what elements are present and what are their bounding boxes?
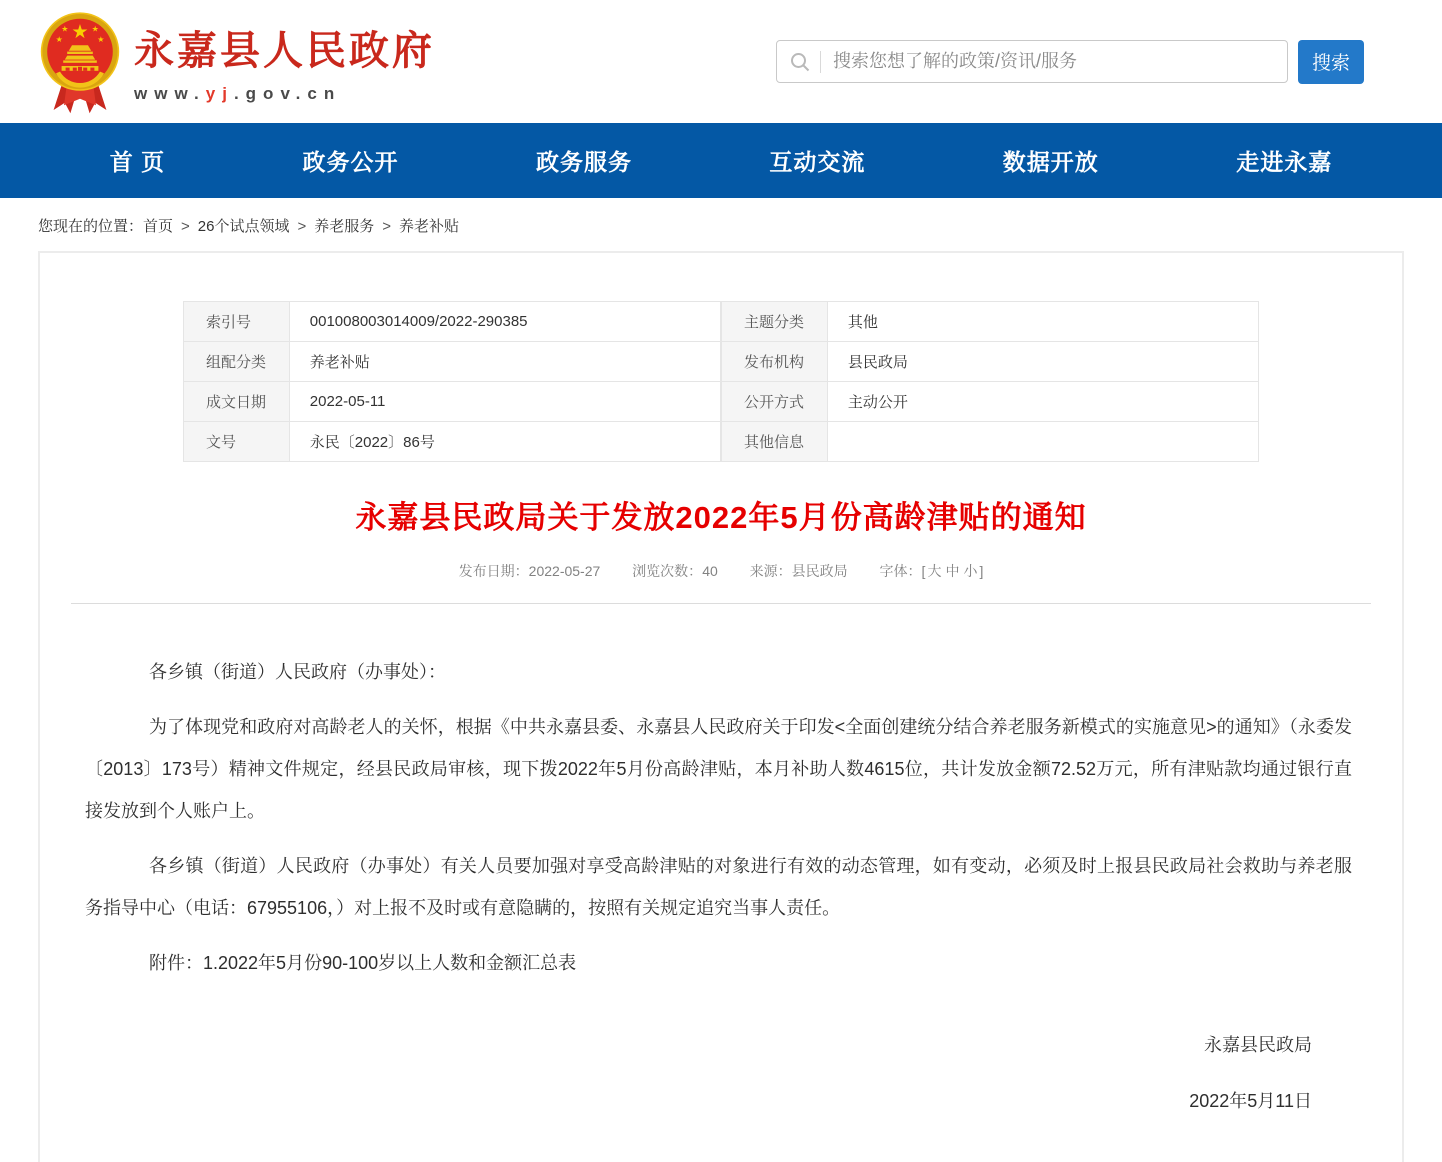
svg-text:★: ★ <box>61 24 69 34</box>
article-title: 永嘉县民政局关于发放2022年5月份高龄津贴的通知 <box>355 500 1087 535</box>
meta-value: 主动公开 <box>827 382 1258 422</box>
content-panel <box>38 251 1404 1162</box>
meta-label: 发布机构 <box>722 342 828 382</box>
meta-row <box>722 342 1259 382</box>
nav-item-about-yongjia[interactable]: 走进永嘉 <box>1236 149 1333 175</box>
meta-value: 养老补贴 <box>289 342 720 382</box>
font-size-group <box>880 563 984 579</box>
document-date: 2022年5月11日 <box>1189 1091 1312 1111</box>
meta-label: 索引号 <box>184 302 290 342</box>
nav-item-home[interactable]: 首 页 <box>109 149 166 175</box>
attachment-label: 附件： <box>149 953 203 973</box>
publish-date-label: 发布日期： <box>458 563 529 579</box>
site-url-highlight: yj <box>205 84 234 103</box>
article-source-label: 来源： <box>749 563 792 579</box>
article-body <box>40 604 1402 1122</box>
breadcrumb-item[interactable]: 首页 <box>143 218 174 235</box>
font-bracket-close: ] <box>979 563 984 579</box>
attachment-line <box>85 942 1352 984</box>
nav-item-gov-services[interactable]: 政务服务 <box>535 149 632 175</box>
article-paragraph: 各乡镇（街道）人民政府（办事处）： <box>149 662 446 682</box>
nav-item-gov-affairs-public[interactable]: 政务公开 <box>302 149 399 175</box>
document-meta-tables <box>183 301 1259 462</box>
breadcrumb-item[interactable]: 养老补贴 <box>399 218 460 235</box>
article-paragraph: 各乡镇（街道）人民政府（办事处）有关人员要加强对享受高龄津贴的对象进行有效的动态管理，如有变动，必须及时上报县民政局社会救助与养老服务指导中心（电话：67955106，）对上报不及时或有意隐瞒的，按照有关规定追究当事人责任。 <box>85 856 1352 918</box>
site-url-suffix: .gov.cn <box>233 84 342 103</box>
font-size-label: 字体： <box>879 563 922 579</box>
meta-table-left <box>183 301 721 462</box>
svg-text:★: ★ <box>97 34 105 44</box>
logo-text <box>134 19 435 104</box>
meta-row <box>184 302 721 342</box>
meta-label: 组配分类 <box>184 342 290 382</box>
search-input[interactable] <box>833 51 1287 72</box>
svg-text:★: ★ <box>55 34 63 44</box>
search-button[interactable]: 搜索 <box>1298 40 1364 84</box>
svg-text:★: ★ <box>71 21 89 43</box>
view-count-value: 40 <box>702 563 718 579</box>
search-icon <box>790 52 810 72</box>
breadcrumb-separator: > <box>297 218 307 235</box>
site-title: 永嘉县人民政府 <box>134 28 435 73</box>
svg-text:★: ★ <box>91 24 99 34</box>
main-nav-bar <box>0 123 1442 198</box>
view-count-label: 浏览次数： <box>632 563 703 579</box>
article-paragraph: 为了体现党和政府对高龄老人的关怀，根据《中共永嘉县委、永嘉县人民政府关于印发<全面创建统分结合养老服务新模式的实施意见>的通知》（永委发〔2013〕173号）精神文件规定，经县民政局审核，现下拨2022年5月份高龄津贴，本月补助人数4615位，共计发放金额72.52万元，所有津贴款均通过银行直接发放到个人账户上。 <box>85 717 1352 821</box>
article-source-value: 县民政局 <box>791 563 848 579</box>
breadcrumb-links <box>143 218 459 235</box>
search-separator <box>820 51 821 73</box>
meta-label: 其他信息 <box>722 422 828 462</box>
meta-row <box>184 382 721 422</box>
nav-item-interaction[interactable]: 互动交流 <box>769 149 866 175</box>
font-bracket-open: [ <box>921 563 926 579</box>
search-box <box>776 40 1288 83</box>
publish-date <box>459 563 601 579</box>
breadcrumb-item[interactable]: 养老服务 <box>314 218 375 235</box>
font-size-small[interactable]: 小 <box>963 563 978 579</box>
main-nav <box>41 123 1401 198</box>
view-count <box>632 563 718 579</box>
meta-table-right <box>721 301 1259 462</box>
nav-item-open-data[interactable]: 数据开放 <box>1002 149 1099 175</box>
font-size-medium[interactable]: 中 <box>945 563 960 579</box>
breadcrumb-separator: > <box>181 218 190 235</box>
breadcrumb <box>38 198 1404 251</box>
meta-label: 主题分类 <box>722 302 828 342</box>
meta-label: 文号 <box>184 422 290 462</box>
article-meta <box>40 561 1402 581</box>
site-url-prefix: www. <box>134 84 206 103</box>
breadcrumb-label: 您现在的位置： <box>38 218 144 235</box>
search-block <box>776 40 1364 84</box>
font-size-large[interactable]: 大 <box>927 563 942 579</box>
breadcrumb-item[interactable]: 26个试点领域 <box>197 218 290 235</box>
attachment-link[interactable]: 1.2022年5月份90-100岁以上人数和金额汇总表 <box>203 953 577 973</box>
meta-value: 永民〔2022〕86号 <box>289 422 720 462</box>
meta-value: 001008003014009/2022-290385 <box>289 302 720 342</box>
meta-row <box>184 342 721 382</box>
meta-value: 县民政局 <box>827 342 1258 382</box>
article-source <box>750 563 848 579</box>
breadcrumb-separator: > <box>382 218 392 235</box>
meta-row <box>722 382 1259 422</box>
meta-row <box>722 422 1259 462</box>
meta-value: 其他 <box>827 302 1258 342</box>
meta-value: 2022-05-11 <box>289 382 720 422</box>
meta-label: 公开方式 <box>722 382 828 422</box>
meta-label: 成文日期 <box>184 382 290 422</box>
meta-value <box>827 422 1258 462</box>
site-url <box>134 84 435 104</box>
site-logo-link[interactable] <box>40 9 435 115</box>
national-emblem-icon <box>40 9 120 115</box>
font-size-controls <box>925 563 979 579</box>
meta-row <box>722 302 1259 342</box>
publish-date-value: 2022-05-27 <box>528 563 601 579</box>
site-header <box>0 0 1442 123</box>
signature: 永嘉县民政局 <box>1204 1035 1312 1055</box>
meta-row <box>184 422 721 462</box>
